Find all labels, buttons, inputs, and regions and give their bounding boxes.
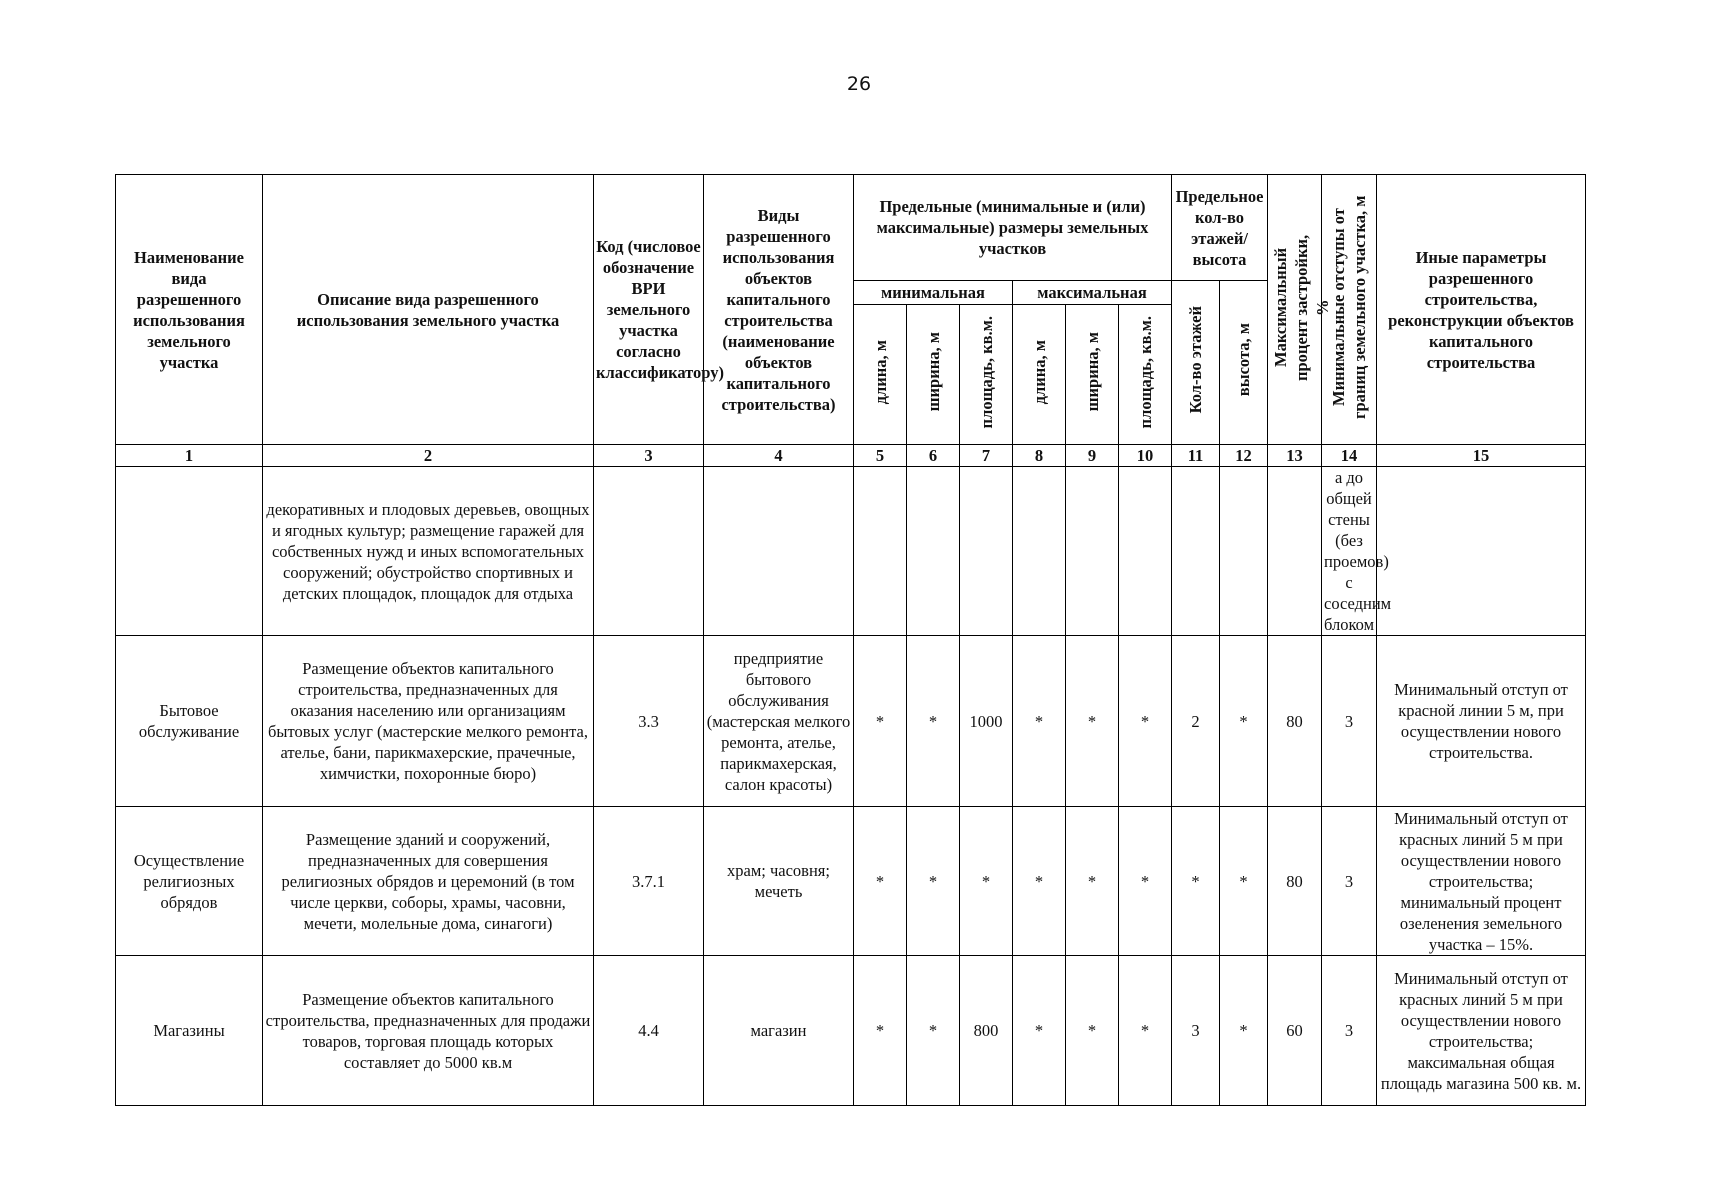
column-number: 6 [907, 445, 960, 467]
header-other-params: Иные параметры разрешенного строительства, реконструкции объектов капитального строительства [1377, 175, 1586, 445]
row-min-width: * [907, 807, 960, 956]
header-min-group: минимальная [854, 281, 1013, 305]
header-max-area [1119, 305, 1172, 445]
row-min-indent: 3 [1322, 956, 1377, 1106]
row-name [116, 467, 263, 636]
row-max-area: * [1119, 956, 1172, 1106]
row-max-width: * [1066, 956, 1119, 1106]
header-min-length-text: длина, м [870, 339, 890, 405]
row-max-percent: 80 [1268, 807, 1322, 956]
header-max-length-text: длина, м [1029, 339, 1049, 405]
row-max-width: * [1066, 636, 1119, 807]
row-min-width: * [907, 956, 960, 1106]
row-min-indent: 3 [1322, 636, 1377, 807]
row-max-length: * [1013, 807, 1066, 956]
column-number: 13 [1268, 445, 1322, 467]
row-name: Магазины [116, 956, 263, 1106]
header-height [1220, 281, 1268, 445]
row-max-area: * [1119, 636, 1172, 807]
row-min-length: * [854, 956, 907, 1106]
row-max-length: * [1013, 636, 1066, 807]
row-min-area: 800 [960, 956, 1013, 1106]
column-number: 1 [116, 445, 263, 467]
row-min-area [960, 467, 1013, 636]
header-floors [1172, 281, 1220, 445]
row-other-params: Минимальный отступ от красных линий 5 м при осуществлении нового строительства; максимальная общая площадь магазина 500 кв. м. [1377, 956, 1586, 1106]
row-objects: магазин [704, 956, 854, 1106]
row-description: Размещение зданий и сооружений, предназначенных для совершения религиозных обрядов и церемоний (в том числе церкви, соборы, храмы, часовни, мечети, молельные дома, синагоги) [263, 807, 594, 956]
row-min-length [854, 467, 907, 636]
table-row [116, 636, 1586, 807]
table-row [116, 956, 1586, 1106]
row-floors [1172, 467, 1220, 636]
header-code: Код (числовое обозначение ВРИ земельного участка согласно классификатору) [594, 175, 704, 445]
row-code: 3.3 [594, 636, 704, 807]
header-min-indent-text: Минимальные отступы от границ земельного участка, м [1329, 195, 1369, 419]
column-number: 9 [1066, 445, 1119, 467]
row-min-width: * [907, 636, 960, 807]
row-max-percent [1268, 467, 1322, 636]
row-description: декоративных и плодовых деревьев, овощных и ягодных культур; размещение гаражей для собственных нужд и иных вспомогательных сооружений; обустройство спортивных и детских площадок, площадок для отдыха [263, 467, 594, 636]
row-min-area: * [960, 807, 1013, 956]
row-max-area [1119, 467, 1172, 636]
column-number: 10 [1119, 445, 1172, 467]
column-number: 12 [1220, 445, 1268, 467]
column-number: 11 [1172, 445, 1220, 467]
column-number: 15 [1377, 445, 1586, 467]
column-number: 2 [263, 445, 594, 467]
row-max-width [1066, 467, 1119, 636]
row-height: * [1220, 636, 1268, 807]
row-min-area: 1000 [960, 636, 1013, 807]
header-max-length [1013, 305, 1066, 445]
column-number: 5 [854, 445, 907, 467]
header-min-indent [1322, 175, 1377, 445]
header-floors-height: Предельное кол-во этажей/ высота [1172, 175, 1268, 281]
header-min-area-text: площадь, кв.м. [976, 315, 996, 429]
page-number: 26 [846, 73, 872, 95]
row-description: Размещение объектов капитального строительства, предназначенных для продажи товаров, торговая площадь которых составляет до 5000 кв.м [263, 956, 594, 1106]
column-number-row [116, 445, 1586, 467]
column-number: 4 [704, 445, 854, 467]
column-number: 8 [1013, 445, 1066, 467]
row-floors: 3 [1172, 956, 1220, 1106]
table-row [116, 807, 1586, 956]
header-plot-sizes: Предельные (минимальные и (или) максимальные) размеры земельных участков [854, 175, 1172, 281]
row-min-indent: а до общей стены (без проемов) с соседним блоком [1322, 467, 1377, 636]
row-other-params: Минимальный отступ от красной линии 5 м, при осуществлении нового строительства. [1377, 636, 1586, 807]
row-objects: предприятие бытового обслуживания (мастерская мелкого ремонта, ателье, парикмахерская, салон красоты) [704, 636, 854, 807]
header-floors-text: Кол-во этажей [1186, 306, 1205, 414]
row-code: 4.4 [594, 956, 704, 1106]
row-objects: храм; часовня; мечеть [704, 807, 854, 956]
row-code: 3.7.1 [594, 807, 704, 956]
row-max-percent: 60 [1268, 956, 1322, 1106]
row-min-length: * [854, 636, 907, 807]
row-other-params: Минимальный отступ от красных линий 5 м при осуществлении нового строительства; минимальный процент озеленения земельного участка – 15%. [1377, 807, 1586, 956]
row-min-length: * [854, 807, 907, 956]
row-height [1220, 467, 1268, 636]
header-name: Наименование вида разрешенного использования земельного участка [116, 175, 263, 445]
row-max-percent: 80 [1268, 636, 1322, 807]
row-min-width [907, 467, 960, 636]
row-max-length: * [1013, 956, 1066, 1106]
header-description: Описание вида разрешенного использования земельного участка [263, 175, 594, 445]
header-max-area-text: площадь, кв.м. [1135, 315, 1155, 429]
row-code [594, 467, 704, 636]
column-number: 3 [594, 445, 704, 467]
header-max-width-text: ширина, м [1082, 332, 1102, 412]
row-height: * [1220, 807, 1268, 956]
header-objects: Виды разрешенного использования объектов капитального строительства (наименование объектов капитального строительства) [704, 175, 854, 445]
header-max-percent [1268, 175, 1332, 445]
header-max-width [1066, 305, 1119, 445]
row-objects [704, 467, 854, 636]
regulations-table [115, 174, 1586, 1106]
row-description: Размещение объектов капитального строительства, предназначенных для оказания населению или организациям бытовых услуг (мастерские мелкого ремонта, ателье, бани, парикмахерские, прачечные, химчистки, похоронные бюро) [263, 636, 594, 807]
row-other-params [1377, 467, 1586, 636]
row-name: Осуществление религиозных обрядов [116, 807, 263, 956]
header-max-percent-text: Максимальный процент застройки, % [1271, 233, 1332, 381]
table-row [116, 467, 1586, 636]
row-max-area: * [1119, 807, 1172, 956]
row-name: Бытовое обслуживание [116, 636, 263, 807]
row-floors: 2 [1172, 636, 1220, 807]
row-max-width: * [1066, 807, 1119, 956]
row-floors: * [1172, 807, 1220, 956]
column-number: 7 [960, 445, 1013, 467]
row-min-indent: 3 [1322, 807, 1377, 956]
row-max-length [1013, 467, 1066, 636]
header-min-width-text: ширина, м [923, 332, 943, 412]
header-min-width [907, 305, 960, 445]
column-number: 14 [1322, 445, 1377, 467]
header-max-group: максимальная [1013, 281, 1172, 305]
header-height-text: высота, м [1234, 323, 1253, 397]
row-height: * [1220, 956, 1268, 1106]
header-min-length [854, 305, 907, 445]
header-min-area [960, 305, 1013, 445]
